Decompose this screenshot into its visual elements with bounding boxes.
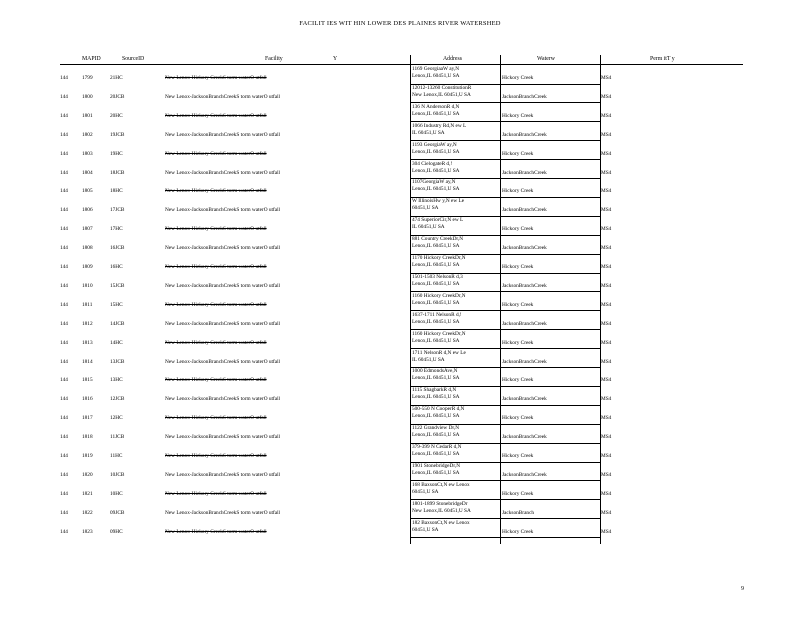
cell-permit-type: MS4 xyxy=(601,377,612,384)
table-row xyxy=(0,216,800,235)
cell-mapid: 1810 xyxy=(82,282,93,289)
cell-mapid: 1823 xyxy=(82,528,93,535)
cell-source-id: 14HC xyxy=(110,339,123,346)
cell-permit-type: MS4 xyxy=(601,358,612,365)
cell-permit-type: MS4 xyxy=(601,509,612,516)
cell-source-id: 20HC xyxy=(110,112,123,119)
address-line-1: 1115 ShagbarkR d,N xyxy=(412,387,457,394)
table-row xyxy=(0,84,800,103)
cell-map-number: 144 xyxy=(60,226,68,233)
cell-mapid: 1803 xyxy=(82,150,93,157)
address-line-2: Lenox,IL 60451,U SA xyxy=(412,110,460,117)
cell-permit-type: MS4 xyxy=(601,453,612,459)
cell-mapid: 1813 xyxy=(82,339,93,346)
cell-facility: New Lenox-Hickory CreekS torm waterO utfall xyxy=(165,453,267,459)
table-row xyxy=(0,273,800,292)
cell-mapid: 1821 xyxy=(82,490,93,497)
address-line-2: IL 60451,U SA xyxy=(412,224,445,231)
cell-map-number: 144 xyxy=(60,207,68,214)
cell-mapid: 1820 xyxy=(82,471,93,478)
table-row xyxy=(0,141,800,160)
row-rule xyxy=(410,537,600,538)
cell-source-id: 12JCB xyxy=(110,396,125,403)
cell-permit-type: MS4 xyxy=(601,396,612,403)
address-line-2: New Lenox,IL 60451,U SA xyxy=(412,507,471,514)
table-row xyxy=(0,481,800,500)
cell-facility: New Lenox-Hickory CreekS torm waterO utfall xyxy=(165,150,267,157)
address-line-1: 881 Country CreekDr,N xyxy=(412,236,464,243)
cell-permit-type: MS4 xyxy=(601,264,612,270)
address-line-1: 1160 Hickory CreekDr,N xyxy=(412,330,466,337)
cell-address xyxy=(412,104,502,118)
cell-waterway: JacksonBranchCreek xyxy=(502,93,547,100)
address-line-1: 1066 Industry Rd,N ew L xyxy=(412,122,467,129)
cell-waterway: Hickory Creek xyxy=(502,75,534,81)
cell-map-number: 144 xyxy=(60,453,68,459)
address-line-2: IL 60451,U SA xyxy=(412,129,445,136)
cell-address xyxy=(412,179,502,193)
cell-mapid: 1804 xyxy=(82,169,93,176)
cell-mapid: 1799 xyxy=(82,75,93,81)
cell-permit-type: MS4 xyxy=(601,93,612,100)
table-row xyxy=(0,405,800,424)
cell-address xyxy=(412,444,502,458)
address-line-1: 1122 Grandview Dr,N xyxy=(412,425,460,432)
cell-permit-type: MS4 xyxy=(601,226,612,233)
address-line-1: 12012-13260 ConstitutionR xyxy=(412,84,472,91)
address-line-1: 168 BaxsonCt,N ew Lenox xyxy=(412,481,470,488)
cell-source-id: 19JCB xyxy=(110,131,125,138)
cell-mapid: 1812 xyxy=(82,320,93,327)
address-line-2: Lenox,IL 60451,U SA xyxy=(412,469,460,476)
address-line-1: 500-550 N CooperR d,N xyxy=(412,406,465,413)
cell-waterway: JacksonBranchCreek xyxy=(502,131,547,138)
cell-source-id: 19HC xyxy=(110,150,123,157)
address-line-1: 379-399 N CedarR d,N xyxy=(412,444,462,450)
cell-source-id: 18HC xyxy=(110,188,123,195)
cell-permit-type: MS4 xyxy=(601,150,612,157)
table-row xyxy=(0,103,800,122)
cell-map-number: 144 xyxy=(60,471,68,478)
cell-mapid: 1806 xyxy=(82,207,93,214)
address-line-2: Lenox,IL 60451,U SA xyxy=(412,318,460,325)
address-line-1: 1160 Hickory CreekDr,N xyxy=(412,292,466,299)
header-facility-suffix: Y xyxy=(333,56,338,62)
cell-address xyxy=(412,274,502,288)
address-line-2: Lenox,IL 60451,U SA xyxy=(412,432,460,439)
cell-address xyxy=(412,161,502,175)
cell-source-id: 17HC xyxy=(110,226,123,233)
cell-source-id: 15HC xyxy=(110,301,123,308)
cell-map-number: 144 xyxy=(60,188,68,195)
address-line-2: Lenox,IL 60451,U SA xyxy=(412,394,460,401)
address-line-2: Lenox,IL 60451,U SA xyxy=(412,148,460,155)
cell-facility: New Lenox-JacksonBranchCreekS torm waterO utfall xyxy=(165,93,281,100)
cell-address xyxy=(412,142,502,156)
cell-source-id: 18JCB xyxy=(110,169,125,176)
cell-map-number: 144 xyxy=(60,434,68,441)
address-line-1: 474 SuperiorCir,N ew L xyxy=(412,217,464,224)
cell-source-id: 09HC xyxy=(110,528,123,535)
cell-waterway: Hickory Creek xyxy=(502,415,534,422)
address-line-1: 1637-1711 NelsonR d,! xyxy=(412,311,462,318)
cell-facility: New Lenox-JacksonBranchCreekS torm waterO utfall xyxy=(165,396,281,403)
cell-facility: New Lenox-Hickory CreekS torm waterO utfall xyxy=(165,377,267,384)
table-row xyxy=(0,235,800,254)
address-line-1: 1501-1503 NelsonR d,3 xyxy=(412,273,463,280)
cell-waterway: Hickory Creek xyxy=(502,150,534,157)
cell-permit-type: MS4 xyxy=(601,320,612,327)
header-address: Address xyxy=(443,56,462,62)
table-row xyxy=(0,462,800,481)
cell-source-id: 09JCB xyxy=(110,509,125,516)
table-row xyxy=(0,424,800,443)
cell-waterway: JacksonBranchCreek xyxy=(502,320,547,327)
cell-address xyxy=(412,217,502,231)
cell-source-id: 11JCB xyxy=(110,434,125,441)
address-line-2: 60451,U SA xyxy=(412,526,439,533)
cell-mapid: 1800 xyxy=(82,93,93,100)
cell-map-number: 144 xyxy=(60,150,68,157)
cell-source-id: 17JCB xyxy=(110,207,125,214)
address-line-2: Lenox,IL 60451,U SA xyxy=(412,375,460,382)
cell-permit-type: MS4 xyxy=(601,434,612,441)
cell-waterway: JacksonBranchCreek xyxy=(502,207,547,214)
cell-permit-type: MS4 xyxy=(601,528,612,535)
cell-facility: New Lenox-Hickory CreekS torm waterO utfall xyxy=(165,415,267,422)
cell-mapid: 1802 xyxy=(82,131,93,138)
cell-source-id: 16HC xyxy=(110,264,123,270)
cell-facility: New Lenox-Hickory CreekS torm waterO utfall xyxy=(165,188,267,195)
cell-source-id: 13HC xyxy=(110,377,123,384)
cell-permit-type: MS4 xyxy=(601,282,612,289)
cell-waterway: Hickory Creek xyxy=(502,112,534,119)
cell-address xyxy=(412,312,502,326)
cell-facility: New Lenox-Hickory CreekS torm waterO utfall xyxy=(165,226,267,233)
cell-address xyxy=(412,255,502,269)
cell-source-id: 10JCB xyxy=(110,471,125,478)
cell-permit-type: MS4 xyxy=(601,75,612,81)
table-row xyxy=(0,443,800,462)
address-line-2: Lenox,IL 60451,U SA xyxy=(412,243,460,250)
cell-address xyxy=(412,520,502,534)
cell-mapid: 1816 xyxy=(82,396,93,403)
address-line-2: 60451,U SA xyxy=(412,488,439,495)
address-line-1: 1193 GeorgiaW ay,N xyxy=(412,141,457,148)
cell-facility: New Lenox-Hickory CreekS torm waterO utfall xyxy=(165,264,267,270)
cell-mapid: 1815 xyxy=(82,377,93,384)
cell-waterway: Hickory Creek xyxy=(502,490,534,497)
cell-mapid: 1817 xyxy=(82,415,93,422)
cell-address xyxy=(412,387,502,401)
address-line-2: Lenox,IL 60451,U SA xyxy=(412,337,460,344)
cell-map-number: 144 xyxy=(60,528,68,535)
cell-facility: New Lenox-JacksonBranchCreekS torm waterO utfall xyxy=(165,509,281,516)
cell-permit-type: MS4 xyxy=(601,339,612,346)
cell-address xyxy=(412,501,502,515)
cell-permit-type: MS4 xyxy=(601,301,612,308)
cell-permit-type: MS4 xyxy=(601,131,612,138)
cell-permit-type: MS4 xyxy=(601,188,612,195)
cell-waterway: Hickory Creek xyxy=(502,264,534,270)
cell-map-number: 144 xyxy=(60,131,68,138)
cell-permit-type: MS4 xyxy=(601,245,612,252)
header-permit-type: Perm itT y xyxy=(650,56,675,62)
cell-facility: New Lenox-JacksonBranchCreekS torm waterO utfall xyxy=(165,358,281,365)
table-row xyxy=(0,160,800,179)
cell-map-number: 144 xyxy=(60,377,68,384)
table-row xyxy=(0,122,800,141)
header-mapid: MAPID xyxy=(82,56,101,62)
cell-map-number: 144 xyxy=(60,415,68,422)
address-line-2: Lenox,IL 60451,U SA xyxy=(412,167,460,174)
table-row xyxy=(0,197,800,216)
cell-facility: New Lenox-Hickory CreekS torm waterO utfall xyxy=(165,112,267,119)
cell-map-number: 144 xyxy=(60,358,68,365)
cell-map-number: 144 xyxy=(60,169,68,176)
cell-address xyxy=(412,236,502,250)
table-row xyxy=(0,178,800,197)
cell-source-id: 12HC xyxy=(110,415,123,422)
cell-address xyxy=(412,198,502,212)
cell-mapid: 1811 xyxy=(82,301,93,308)
address-line-2: Lenox,IL 60451,U SA xyxy=(412,299,460,306)
cell-address xyxy=(412,293,502,307)
cell-waterway: JacksonBranchCreek xyxy=(502,245,547,252)
cell-address xyxy=(412,406,502,420)
address-line-1: 1801-1899 StonebridgeDr xyxy=(412,500,468,507)
cell-map-number: 144 xyxy=(60,339,68,346)
cell-source-id: 11HC xyxy=(110,453,123,459)
address-line-1: 1107GeorgiaW ay,N xyxy=(412,179,456,186)
table-row xyxy=(0,254,800,273)
cell-waterway: JacksonBranchCreek xyxy=(502,282,547,289)
cell-mapid: 1801 xyxy=(82,112,93,119)
cell-waterway: JacksonBranchCreek xyxy=(502,434,547,441)
cell-mapid: 1814 xyxy=(82,358,93,365)
cell-facility: New Lenox-JacksonBranchCreekS torm waterO utfall xyxy=(165,169,281,176)
cell-map-number: 144 xyxy=(60,245,68,252)
cell-address xyxy=(412,350,502,364)
address-line-1: 182 BaxsonCt,N ew Lenox xyxy=(412,519,470,526)
table-row xyxy=(0,386,800,405)
cell-map-number: 144 xyxy=(60,396,68,403)
cell-address xyxy=(412,425,502,439)
cell-source-id: 21HC xyxy=(110,75,123,81)
cell-waterway: Hickory Creek xyxy=(502,453,534,459)
cell-facility: New Lenox-Hickory CreekS torm waterO utfall xyxy=(165,75,267,81)
cell-source-id: 13JCB xyxy=(110,358,125,365)
cell-mapid: 1808 xyxy=(82,245,93,252)
cell-waterway: JacksonBranch xyxy=(502,509,535,516)
cell-permit-type: MS4 xyxy=(601,490,612,497)
cell-address xyxy=(412,463,502,477)
cell-address xyxy=(412,85,502,99)
cell-map-number: 144 xyxy=(60,490,68,497)
cell-permit-type: MS4 xyxy=(601,207,612,214)
cell-permit-type: MS4 xyxy=(601,169,612,176)
cell-address xyxy=(412,66,502,80)
cell-source-id: 20JCB xyxy=(110,93,125,100)
address-line-1: 136 N AndersonR d,N xyxy=(412,103,460,110)
address-line-1: W IllinoisHw y,N ew Le xyxy=(412,198,465,205)
cell-mapid: 1805 xyxy=(82,188,93,195)
address-line-2: Lenox,IL 60451,U SA xyxy=(412,186,460,193)
address-line-2: Lenox,IL 60451,U SA xyxy=(412,280,460,287)
table-row xyxy=(0,500,800,519)
table-row xyxy=(0,65,800,84)
cell-facility: New Lenox-Hickory CreekS torm waterO utfall xyxy=(165,301,267,308)
cell-facility: New Lenox-JacksonBranchCreekS torm waterO utfall xyxy=(165,434,281,441)
header-waterway: Waterw xyxy=(537,56,555,62)
address-line-2: IL 60451,U SA xyxy=(412,356,445,363)
page-title: FACILIT IES WIT HIN LOWER DES PLAINES RIVER WATERSHED xyxy=(299,20,501,27)
cell-facility: New Lenox-JacksonBranchCreekS torm waterO utfall xyxy=(165,245,281,252)
cell-address xyxy=(412,482,502,496)
cell-facility: New Lenox-Hickory CreekS torm waterO utfall xyxy=(165,490,267,497)
cell-mapid: 1807 xyxy=(82,226,93,233)
table-row xyxy=(0,292,800,311)
cell-address xyxy=(412,331,502,345)
cell-mapid: 1818 xyxy=(82,434,93,441)
address-line-2: Lenox,IL 60451,U SA xyxy=(412,262,460,268)
address-line-1: 304 CielogateR d,! xyxy=(412,160,453,167)
table-row xyxy=(0,311,800,330)
address-line-1: 1169 GeorgiaaW ay,N xyxy=(412,66,460,72)
address-line-2: Lenox,IL 60451,U SA xyxy=(412,451,460,457)
cell-map-number: 144 xyxy=(60,75,68,81)
cell-map-number: 144 xyxy=(60,282,68,289)
cell-mapid: 1819 xyxy=(82,453,93,459)
cell-waterway: Hickory Creek xyxy=(502,528,534,535)
cell-source-id: 14JCB xyxy=(110,320,125,327)
cell-facility: New Lenox-Hickory CreekS torm waterO utfall xyxy=(165,339,267,346)
address-line-1: 1000 EdmondsAve,N xyxy=(412,368,458,375)
cell-waterway: JacksonBranchCreek xyxy=(502,169,547,176)
cell-waterway: Hickory Creek xyxy=(502,377,534,384)
cell-waterway: Hickory Creek xyxy=(502,339,534,346)
address-line-1: 1901 StonebridgeDr,N xyxy=(412,462,461,469)
address-line-1: 1170 Hickory CreekDr,N xyxy=(412,255,466,261)
cell-mapid: 1809 xyxy=(82,264,93,270)
cell-mapid: 1822 xyxy=(82,509,93,516)
address-line-2: Lenox,IL 60451,U SA xyxy=(412,73,460,79)
cell-permit-type: MS4 xyxy=(601,415,612,422)
address-line-1: 1711 NelsonR d,N ew Le xyxy=(412,349,466,356)
cell-waterway: JacksonBranchCreek xyxy=(502,396,547,403)
address-line-2: Lenox,IL 60451,U SA xyxy=(412,413,460,420)
cell-facility: New Lenox-JacksonBranchCreekS torm waterO utfall xyxy=(165,471,281,478)
cell-waterway: JacksonBranchCreek xyxy=(502,471,547,478)
cell-source-id: 15JCB xyxy=(110,282,125,289)
table-row xyxy=(0,349,800,368)
cell-permit-type: MS4 xyxy=(601,112,612,119)
header-sourceid: SourceID xyxy=(122,56,145,62)
cell-waterway: Hickory Creek xyxy=(502,301,534,308)
address-line-2: New Lenox,IL 60451,U SA xyxy=(412,91,471,98)
cell-waterway: Hickory Creek xyxy=(502,188,534,195)
cell-map-number: 144 xyxy=(60,112,68,119)
page-number: 9 xyxy=(741,586,744,592)
cell-facility: New Lenox-Hickory CreekS torm waterO utfall xyxy=(165,528,267,535)
cell-map-number: 144 xyxy=(60,264,68,270)
cell-address xyxy=(412,123,502,137)
cell-map-number: 144 xyxy=(60,509,68,516)
cell-facility: New Lenox-JacksonBranchCreekS torm waterO utfall xyxy=(165,320,281,327)
cell-map-number: 144 xyxy=(60,320,68,327)
cell-source-id: 16JCB xyxy=(110,245,125,252)
cell-waterway: JacksonBranchCreek xyxy=(502,358,547,365)
cell-facility: New Lenox-JacksonBranchCreekS torm waterO utfall xyxy=(165,207,281,214)
header-facility: Facility xyxy=(265,56,283,62)
cell-waterway: Hickory Creek xyxy=(502,226,534,233)
cell-facility: New Lenox-JacksonBranchCreekS torm waterO utfall xyxy=(165,282,281,289)
cell-map-number: 144 xyxy=(60,301,68,308)
address-line-2: 60451,U SA xyxy=(412,205,439,212)
cell-source-id: 10HC xyxy=(110,490,123,497)
table-row xyxy=(0,330,800,349)
table-row xyxy=(0,367,800,386)
cell-map-number: 144 xyxy=(60,93,68,100)
cell-permit-type: MS4 xyxy=(601,471,612,478)
cell-facility: New Lenox-JacksonBranchCreekS torm waterO utfall xyxy=(165,131,281,138)
table-row xyxy=(0,519,800,538)
cell-address xyxy=(412,368,502,382)
